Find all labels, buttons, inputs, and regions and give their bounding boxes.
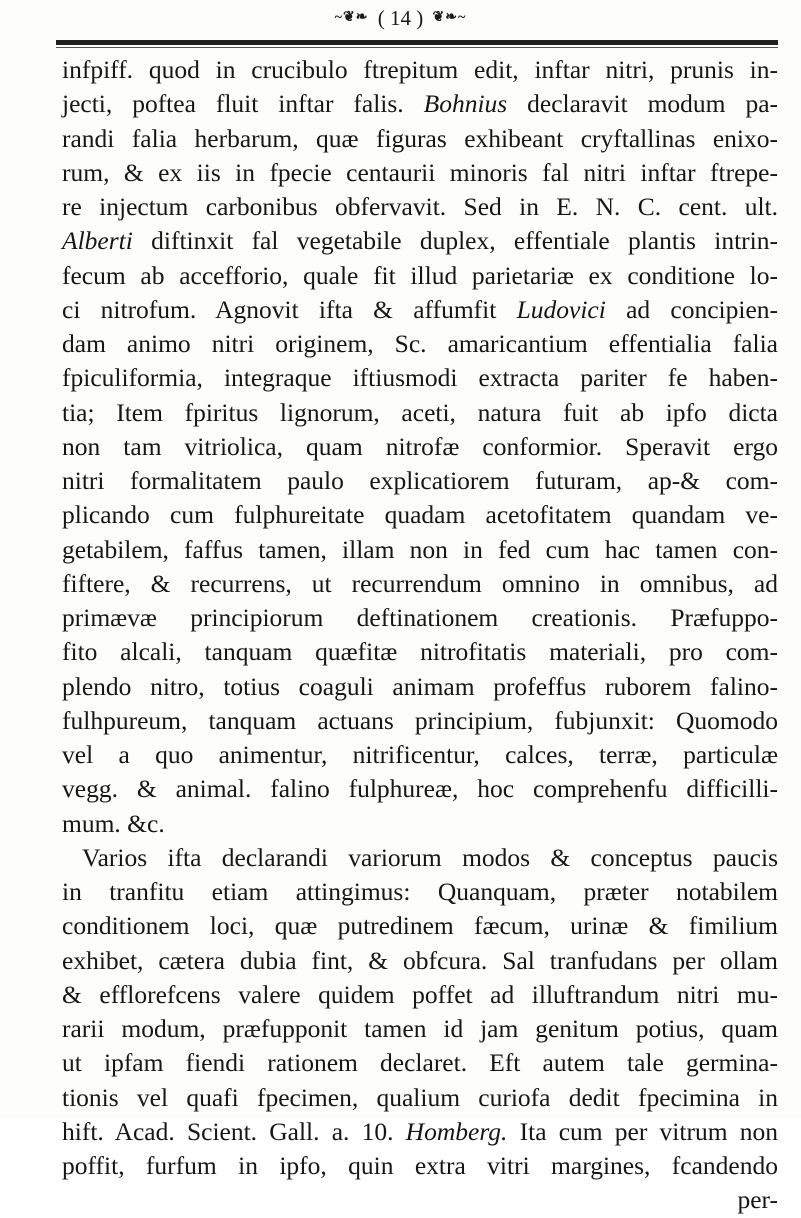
italic-name: Homberg.: [405, 1116, 508, 1146]
text-line: [62, 978, 778, 1012]
catchword: [62, 1183, 778, 1217]
text-run: tionis vel quafi fpecimen, qualium curiofa dedit fpecimina in: [62, 1082, 778, 1112]
text-line: [62, 224, 778, 258]
italic-name: Ludovici: [516, 294, 606, 324]
text-line: [62, 122, 778, 156]
text-run: tia; Item fpiritus lignorum, aceti, natura fuit ab ipfo dicta: [62, 397, 778, 427]
text-line: [62, 1115, 778, 1149]
text-line: [62, 635, 778, 669]
text-run: diftinxit fal vegetabile duplex, effentiale plantis intrin-: [132, 226, 778, 256]
text-run: primævæ principiorum deftinationem creationis. Præfuppo-: [62, 603, 778, 632]
text-line: [62, 1149, 778, 1183]
text-line: [62, 190, 778, 224]
text-line: [62, 156, 778, 190]
text-line: [62, 327, 778, 361]
text-line: [62, 533, 778, 567]
text-run: exhibet, cætera dubia fint, & obfcura. Sal tranfudans per ollam: [62, 945, 778, 975]
text-run: jecti, poftea fluit inftar falis.: [62, 89, 424, 119]
text-line: [62, 361, 778, 395]
text-line: [62, 807, 778, 841]
text-run: in tranfitu etiam attingimus: Quanquam, præter notabilem: [62, 877, 778, 906]
text-run: poffit, furfum in ipfo, quin extra vitri margines, fcandendo: [62, 1151, 778, 1180]
italic-name: Alberti: [62, 226, 133, 256]
page-number: ( 14 ): [377, 6, 424, 31]
body-text: [62, 53, 778, 1218]
text-line: [62, 430, 778, 464]
text-run: randi falia herbarum, quæ figuras exhibeant cryftallinas enixo-: [62, 123, 778, 153]
text-line: [62, 670, 778, 704]
text-line: [62, 772, 778, 806]
text-line: [62, 601, 778, 635]
italic-name: Bohnius: [423, 89, 508, 119]
text-line: [62, 464, 778, 498]
text-line: [62, 738, 778, 772]
text-line: [62, 293, 778, 327]
text-run: fecum ab accefforio, quale fit illud parietariæ ex conditione lo-: [62, 260, 778, 290]
header-rule-thin: [56, 47, 778, 48]
text-line: [62, 1046, 778, 1080]
header-rule: [56, 40, 778, 45]
text-line: [62, 944, 778, 978]
text-line: [62, 567, 778, 601]
text-line: [62, 396, 778, 430]
text-line: [62, 498, 778, 532]
text-run: fulhpureum, tanquam actuans principium, fubjunxit: Quomodo: [62, 705, 778, 735]
text-run: mum. &c.: [62, 808, 165, 838]
text-line: [62, 1012, 778, 1046]
text-line: [62, 841, 778, 875]
header-ornament-right: ❦❧~: [432, 10, 467, 26]
text-run: getabilem, faffus tamen, illam non in fed cum hac tamen con-: [62, 534, 778, 564]
text-run: plendo nitro, totius coaguli animam profeffus ruborem falino-: [62, 671, 778, 701]
text-run: declaravit modum pa-: [507, 89, 778, 119]
text-run: dam animo nitri originem, Sc. amaricantium effentialia falia: [62, 329, 778, 358]
text-line: [62, 1081, 778, 1115]
text-run: plicando cum fulphureitate quadam acetofitatem quandam ve-: [62, 500, 778, 530]
text-run: Ita cum per vitrum non: [507, 1116, 778, 1146]
text-run: fpiculiformia, integraque iftiusmodi extracta pariter fe haben-: [62, 363, 778, 393]
text-run: hift. Acad. Scient. Gall. a. 10.: [62, 1116, 406, 1146]
text-run: Varios ifta declarandi variorum modos & conceptus paucis: [82, 842, 778, 872]
text-run: re injectum carbonibus obfervavit. Sed in E. N. C. cent. ult.: [62, 192, 778, 221]
text-run: rum, & ex iis in fpecie centaurii minoris fal nitri inftar ftrepe-: [62, 157, 778, 187]
text-run: fiftere, & recurrens, ut recurrendum omnino in omnibus, ad: [62, 568, 778, 598]
text-run: vel a quo animentur, nitrificentur, calces, terræ, particulæ: [62, 740, 778, 769]
text-line: [62, 909, 778, 943]
text-run: nitri formalitatem paulo explicatiorem futuram, ap-& com-: [62, 466, 778, 495]
text-run: per-: [737, 1185, 778, 1215]
text-run: ci nitrofum. Agnovit ifta & affumfit: [62, 294, 517, 324]
text-run: non tam vitriolica, quam nitrofæ conformior. Speravit ergo: [62, 431, 778, 461]
text-run: ut ipfam fiendi rationem declaret. Eft autem tale germina-: [62, 1048, 778, 1078]
text-run: & efflorefcens valere quidem poffet ad illuftrandum nitri mu-: [62, 979, 778, 1009]
text-run: conditionem loci, quæ putredinem fæcum, urinæ & fimilium: [62, 911, 778, 941]
header-ornament-left: ~❦❧: [334, 10, 369, 26]
text-line: [62, 259, 778, 293]
text-line: [62, 87, 778, 121]
text-run: rarii modum, præfupponit tamen id jam genitum potius, quam: [62, 1014, 778, 1043]
text-run: ad concipien-: [605, 294, 779, 324]
text-line: [62, 875, 778, 909]
text-run: fito alcali, tanquam quæfitæ nitrofitatis materiali, pro com-: [62, 637, 778, 667]
running-header: [0, 3, 801, 29]
text-line: [62, 53, 778, 87]
text-run: infpiff. quod in crucibulo ftrepitum edit, inftar nitri, prunis in-: [62, 55, 778, 84]
text-run: vegg. & animal. falino fulphureæ, hoc comprehenfu difficilli-: [62, 774, 778, 804]
text-line: [62, 704, 778, 738]
